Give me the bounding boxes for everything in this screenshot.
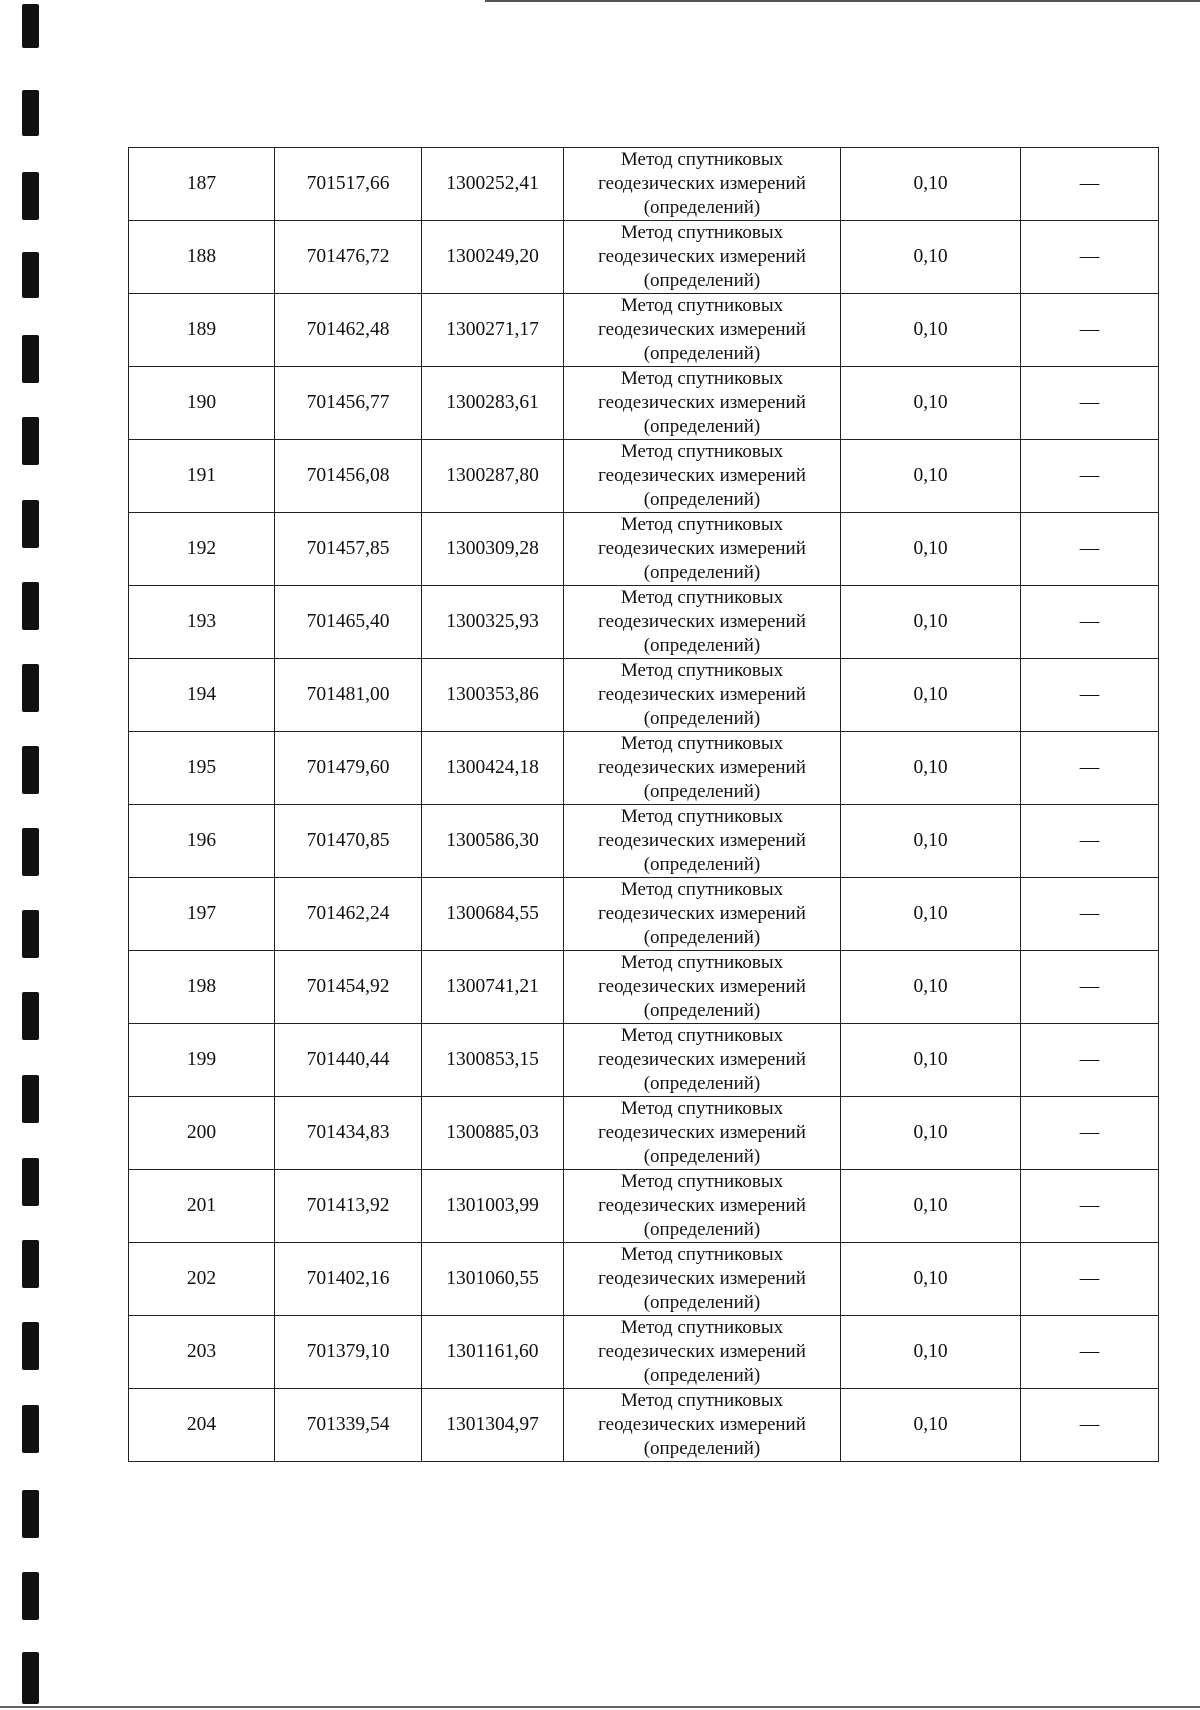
binding-mark bbox=[22, 335, 39, 383]
coordinate-y-cell: 1301003,99 bbox=[422, 1170, 564, 1243]
coordinate-y-cell: 1300325,93 bbox=[422, 586, 564, 659]
method-cell: Метод спутниковых геодезических измерений (определений) bbox=[564, 221, 841, 294]
point-number-cell: 197 bbox=[129, 878, 275, 951]
coordinate-x-cell: 701479,60 bbox=[275, 732, 422, 805]
accuracy-cell: 0,10 bbox=[841, 805, 1021, 878]
coordinate-x-cell: 701440,44 bbox=[275, 1024, 422, 1097]
point-number-cell: 193 bbox=[129, 586, 275, 659]
coordinate-x-cell: 701339,54 bbox=[275, 1389, 422, 1462]
table-row bbox=[129, 1024, 1159, 1097]
table-row bbox=[129, 878, 1159, 951]
binding-mark bbox=[22, 1240, 39, 1288]
accuracy-cell: 0,10 bbox=[841, 878, 1021, 951]
accuracy-cell: 0,10 bbox=[841, 1243, 1021, 1316]
binding-mark bbox=[22, 172, 39, 220]
description-cell: — bbox=[1021, 513, 1159, 586]
coordinate-x-cell: 701470,85 bbox=[275, 805, 422, 878]
point-number-cell: 201 bbox=[129, 1170, 275, 1243]
accuracy-cell: 0,10 bbox=[841, 732, 1021, 805]
coordinate-x-cell: 701413,92 bbox=[275, 1170, 422, 1243]
point-number-cell: 204 bbox=[129, 1389, 275, 1462]
binding-mark bbox=[22, 1322, 39, 1370]
table-row bbox=[129, 951, 1159, 1024]
coordinate-y-cell: 1300287,80 bbox=[422, 440, 564, 513]
coordinate-y-cell: 1300309,28 bbox=[422, 513, 564, 586]
description-cell: — bbox=[1021, 1170, 1159, 1243]
coordinate-y-cell: 1300853,15 bbox=[422, 1024, 564, 1097]
accuracy-cell: 0,10 bbox=[841, 951, 1021, 1024]
method-cell: Метод спутниковых геодезических измерений (определений) bbox=[564, 1097, 841, 1170]
point-number-cell: 203 bbox=[129, 1316, 275, 1389]
binding-mark bbox=[22, 828, 39, 876]
point-number-cell: 195 bbox=[129, 732, 275, 805]
coordinates-table bbox=[128, 147, 1159, 1462]
point-number-cell: 200 bbox=[129, 1097, 275, 1170]
coordinate-y-cell: 1301161,60 bbox=[422, 1316, 564, 1389]
coordinate-x-cell: 701517,66 bbox=[275, 148, 422, 221]
coordinates-table-body bbox=[129, 148, 1159, 1462]
coordinate-x-cell: 701454,92 bbox=[275, 951, 422, 1024]
point-number-cell: 202 bbox=[129, 1243, 275, 1316]
method-cell: Метод спутниковых геодезических измерений (определений) bbox=[564, 367, 841, 440]
table-row bbox=[129, 1243, 1159, 1316]
point-number-cell: 188 bbox=[129, 221, 275, 294]
method-cell: Метод спутниковых геодезических измерений (определений) bbox=[564, 513, 841, 586]
table-row bbox=[129, 513, 1159, 586]
scan-top-edge-line bbox=[485, 0, 1200, 2]
method-cell: Метод спутниковых геодезических измерений (определений) bbox=[564, 659, 841, 732]
accuracy-cell: 0,10 bbox=[841, 440, 1021, 513]
description-cell: — bbox=[1021, 294, 1159, 367]
method-cell: Метод спутниковых геодезических измерений (определений) bbox=[564, 586, 841, 659]
coordinate-y-cell: 1300283,61 bbox=[422, 367, 564, 440]
table-row bbox=[129, 1170, 1159, 1243]
table-row bbox=[129, 732, 1159, 805]
method-cell: Метод спутниковых геодезических измерений (определений) bbox=[564, 1024, 841, 1097]
table-row bbox=[129, 1389, 1159, 1462]
coordinate-y-cell: 1300885,03 bbox=[422, 1097, 564, 1170]
binding-mark bbox=[22, 252, 39, 298]
method-cell: Метод спутниковых геодезических измерений (определений) bbox=[564, 1243, 841, 1316]
table-row bbox=[129, 148, 1159, 221]
point-number-cell: 196 bbox=[129, 805, 275, 878]
description-cell: — bbox=[1021, 951, 1159, 1024]
description-cell: — bbox=[1021, 1243, 1159, 1316]
point-number-cell: 191 bbox=[129, 440, 275, 513]
binding-mark bbox=[22, 582, 39, 630]
table-row bbox=[129, 586, 1159, 659]
method-cell: Метод спутниковых геодезических измерений (определений) bbox=[564, 878, 841, 951]
accuracy-cell: 0,10 bbox=[841, 513, 1021, 586]
description-cell: — bbox=[1021, 659, 1159, 732]
method-cell: Метод спутниковых геодезических измерений (определений) bbox=[564, 294, 841, 367]
point-number-cell: 190 bbox=[129, 367, 275, 440]
point-number-cell: 198 bbox=[129, 951, 275, 1024]
coordinate-x-cell: 701481,00 bbox=[275, 659, 422, 732]
coordinate-x-cell: 701434,83 bbox=[275, 1097, 422, 1170]
table-row bbox=[129, 805, 1159, 878]
method-cell: Метод спутниковых геодезических измерений (определений) bbox=[564, 1316, 841, 1389]
accuracy-cell: 0,10 bbox=[841, 367, 1021, 440]
method-cell: Метод спутниковых геодезических измерений (определений) bbox=[564, 1389, 841, 1462]
table-row bbox=[129, 367, 1159, 440]
accuracy-cell: 0,10 bbox=[841, 659, 1021, 732]
description-cell: — bbox=[1021, 878, 1159, 951]
binding-mark bbox=[22, 1405, 39, 1453]
point-number-cell: 187 bbox=[129, 148, 275, 221]
coordinate-x-cell: 701462,24 bbox=[275, 878, 422, 951]
table-row bbox=[129, 1316, 1159, 1389]
binding-mark bbox=[22, 1652, 39, 1704]
table-row bbox=[129, 1097, 1159, 1170]
accuracy-cell: 0,10 bbox=[841, 221, 1021, 294]
coordinate-y-cell: 1300249,20 bbox=[422, 221, 564, 294]
description-cell: — bbox=[1021, 367, 1159, 440]
binding-mark bbox=[22, 746, 39, 794]
point-number-cell: 194 bbox=[129, 659, 275, 732]
binding-mark bbox=[22, 1075, 39, 1123]
accuracy-cell: 0,10 bbox=[841, 148, 1021, 221]
method-cell: Метод спутниковых геодезических измерений (определений) bbox=[564, 440, 841, 513]
coordinate-x-cell: 701465,40 bbox=[275, 586, 422, 659]
accuracy-cell: 0,10 bbox=[841, 294, 1021, 367]
accuracy-cell: 0,10 bbox=[841, 1097, 1021, 1170]
binding-mark bbox=[22, 1572, 39, 1620]
coordinate-y-cell: 1300424,18 bbox=[422, 732, 564, 805]
coordinate-y-cell: 1300586,30 bbox=[422, 805, 564, 878]
description-cell: — bbox=[1021, 1097, 1159, 1170]
description-cell: — bbox=[1021, 148, 1159, 221]
binding-mark bbox=[22, 417, 39, 465]
method-cell: Метод спутниковых геодезических измерений (определений) bbox=[564, 1170, 841, 1243]
coordinate-y-cell: 1300353,86 bbox=[422, 659, 564, 732]
coordinate-y-cell: 1300684,55 bbox=[422, 878, 564, 951]
description-cell: — bbox=[1021, 805, 1159, 878]
point-number-cell: 192 bbox=[129, 513, 275, 586]
accuracy-cell: 0,10 bbox=[841, 1389, 1021, 1462]
table-row bbox=[129, 221, 1159, 294]
coordinate-y-cell: 1300271,17 bbox=[422, 294, 564, 367]
scan-bottom-edge-line bbox=[0, 1706, 1200, 1708]
method-cell: Метод спутниковых геодезических измерений (определений) bbox=[564, 805, 841, 878]
accuracy-cell: 0,10 bbox=[841, 1170, 1021, 1243]
coordinate-y-cell: 1301304,97 bbox=[422, 1389, 564, 1462]
coordinate-x-cell: 701457,85 bbox=[275, 513, 422, 586]
method-cell: Метод спутниковых геодезических измерений (определений) bbox=[564, 148, 841, 221]
coordinate-x-cell: 701379,10 bbox=[275, 1316, 422, 1389]
table-row bbox=[129, 294, 1159, 367]
binding-mark bbox=[22, 1490, 39, 1538]
accuracy-cell: 0,10 bbox=[841, 1024, 1021, 1097]
description-cell: — bbox=[1021, 1024, 1159, 1097]
binding-mark bbox=[22, 90, 39, 136]
method-cell: Метод спутниковых геодезических измерений (определений) bbox=[564, 732, 841, 805]
coordinate-x-cell: 701462,48 bbox=[275, 294, 422, 367]
coordinate-x-cell: 701456,77 bbox=[275, 367, 422, 440]
description-cell: — bbox=[1021, 1389, 1159, 1462]
coordinate-x-cell: 701456,08 bbox=[275, 440, 422, 513]
binding-mark bbox=[22, 500, 39, 548]
description-cell: — bbox=[1021, 440, 1159, 513]
coordinate-y-cell: 1300252,41 bbox=[422, 148, 564, 221]
method-cell: Метод спутниковых геодезических измерений (определений) bbox=[564, 951, 841, 1024]
description-cell: — bbox=[1021, 1316, 1159, 1389]
accuracy-cell: 0,10 bbox=[841, 586, 1021, 659]
binding-mark bbox=[22, 992, 39, 1040]
binding-mark bbox=[22, 664, 39, 712]
accuracy-cell: 0,10 bbox=[841, 1316, 1021, 1389]
coordinate-x-cell: 701476,72 bbox=[275, 221, 422, 294]
binding-mark bbox=[22, 1158, 39, 1206]
binding-mark bbox=[22, 4, 39, 48]
coordinate-y-cell: 1301060,55 bbox=[422, 1243, 564, 1316]
binding-marks bbox=[0, 0, 60, 1710]
table-row bbox=[129, 659, 1159, 732]
point-number-cell: 199 bbox=[129, 1024, 275, 1097]
point-number-cell: 189 bbox=[129, 294, 275, 367]
coordinate-x-cell: 701402,16 bbox=[275, 1243, 422, 1316]
coordinate-y-cell: 1300741,21 bbox=[422, 951, 564, 1024]
description-cell: — bbox=[1021, 732, 1159, 805]
binding-mark bbox=[22, 910, 39, 958]
table-row bbox=[129, 440, 1159, 513]
description-cell: — bbox=[1021, 221, 1159, 294]
description-cell: — bbox=[1021, 586, 1159, 659]
